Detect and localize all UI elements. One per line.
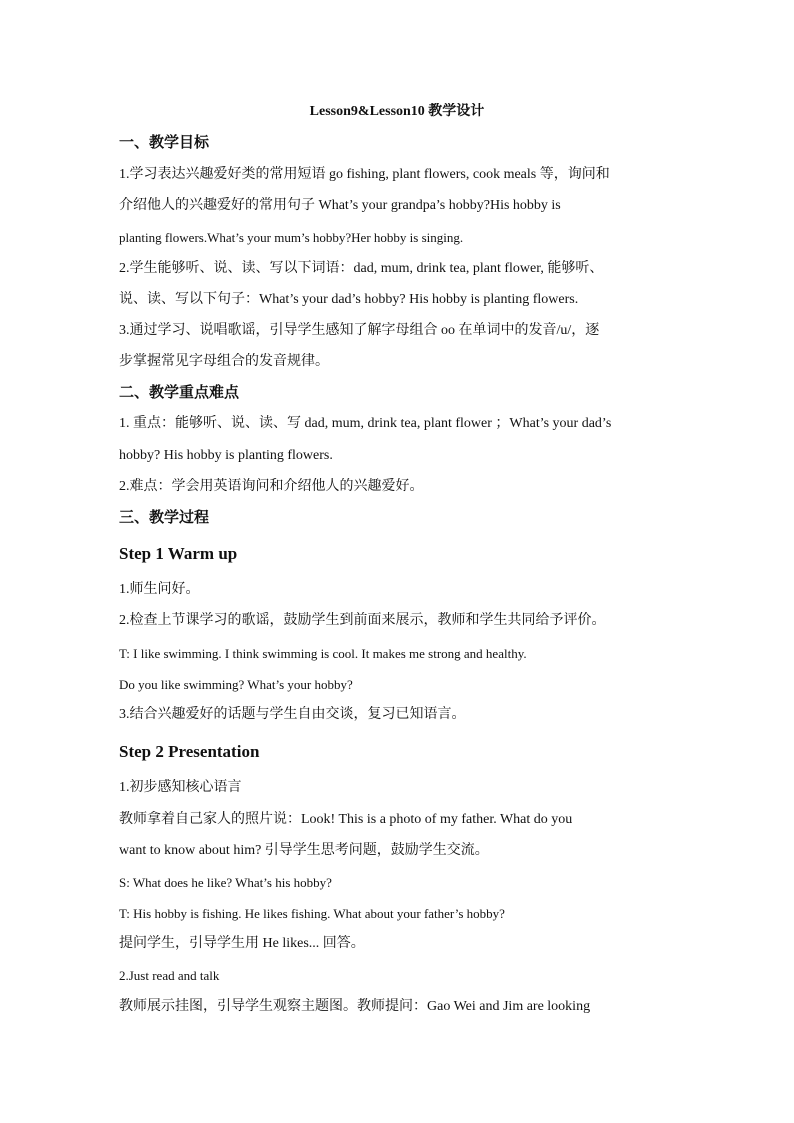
step-1-item-3: 3.结合兴趣爱好的话题与学生自由交谈，复习已知语言。 bbox=[119, 707, 466, 722]
step-2-heading: Step 2 Presentation bbox=[119, 742, 260, 761]
step-1-teacher-line-2: Do you like swimming? What’s your hobby? bbox=[119, 677, 353, 692]
section-heading-process: 三、教学过程 bbox=[119, 510, 210, 526]
key-point-line-2: hobby? His hobby is planting flowers. bbox=[119, 448, 333, 463]
step-1-heading: Step 1 Warm up bbox=[119, 544, 238, 563]
objective-2-line-2: 说、读、写以下句子：What’s your dad’s hobby? His hobby is planting flowers. bbox=[119, 292, 579, 307]
step-2-item-2: 2.Just read and talk bbox=[119, 968, 220, 983]
objective-3-line-1: 3.通过学习、说唱歌谣，引导学生感知了解字母组合 oo 在单词中的发音/u/，逐 bbox=[119, 323, 600, 338]
step-2-teacher-line: T: His hobby is fishing. He likes fishing. What about your father’s hobby? bbox=[119, 906, 505, 921]
objective-1-line-3: planting flowers.What’s your mum’s hobby?Her hobby is singing. bbox=[119, 230, 464, 245]
step-2-paragraph-line-2: want to know about him? 引导学生思考问题，鼓励学生交流。 bbox=[119, 843, 489, 858]
section-heading-key-points: 二、教学重点难点 bbox=[119, 385, 240, 401]
step-2-item-1: 1.初步感知核心语言 bbox=[119, 780, 242, 795]
step-1-item-1: 1.师生问好。 bbox=[119, 582, 200, 597]
objective-2-line-1: 2.学生能够听、说、读、写以下词语：dad, mum, drink tea, plant flower, 能够听、 bbox=[119, 261, 604, 276]
objective-1-line-2: 介绍他人的兴趣爱好的常用句子 What’s your grandpa’s hobby?His hobby is bbox=[119, 198, 561, 213]
objective-1-line-1: 1.学习表达兴趣爱好类的常用短语 go fishing, plant flowers, cook meals 等，询问和 bbox=[119, 167, 610, 182]
step-1-teacher-line-1: T: I like swimming. I think swimming is cool. It makes me strong and healthy. bbox=[119, 646, 527, 661]
difficulty-line: 2.难点：学会用英语询问和介绍他人的兴趣爱好。 bbox=[119, 479, 424, 494]
key-point-line-1: 1. 重点：能够听、说、读、写 dad, mum, drink tea, plant flower ；What’s your dad’s bbox=[119, 416, 612, 431]
step-2-student-line: S: What does he like? What’s his hobby? bbox=[119, 875, 332, 890]
objective-3-line-2: 步掌握常见字母组合的发音规律。 bbox=[119, 354, 329, 369]
step-2-item-2-line-1: 教师展示挂图，引导学生观察主题图。教师提问：Gao Wei and Jim are looking bbox=[119, 999, 591, 1014]
document-title: Lesson9&Lesson10 教学设计 bbox=[309, 104, 485, 119]
step-1-item-2: 2.检查上节课学习的歌谣，鼓励学生到前面来展示，教师和学生共同给予评价。 bbox=[119, 613, 606, 628]
step-2-prompt-line: 提问学生，引导学生用 He likes... 回答。 bbox=[119, 936, 365, 951]
step-2-paragraph-line-1: 教师拿着自己家人的照片说：Look! This is a photo of my father. What do you bbox=[119, 812, 573, 827]
section-heading-objectives: 一、教学目标 bbox=[119, 135, 210, 151]
